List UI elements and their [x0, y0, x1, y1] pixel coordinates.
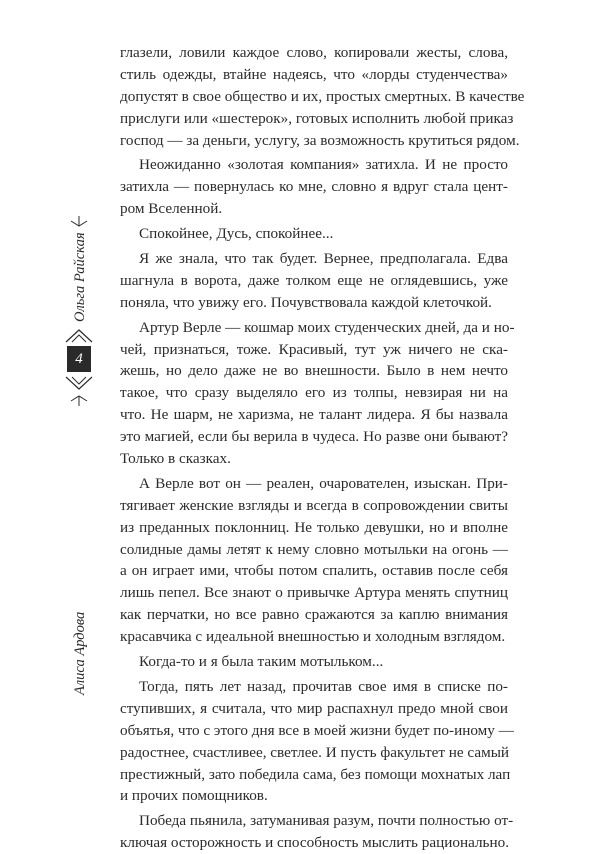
text-line: из преданных поклонниц. Не только девушки, но и вполне — [120, 518, 508, 536]
text-line: Артур Верле — кошмар моих студенческих дней, да и но- — [139, 318, 515, 336]
ornament-top-icon — [64, 328, 94, 344]
text-line: а он играет ими, чтобы потом спалить, оставив после себя — [120, 562, 508, 580]
text-line: шагнула в ворота, даже толком еще не оглядевшись, уже — [120, 271, 508, 289]
text-line: допустят в свое общество и их, простых смертных. В качестве — [120, 87, 525, 105]
text-line: что. Не шарм, не харизма, не талант лидера. Я бы назвала — [120, 406, 508, 424]
text-line: ром Вселенной. — [120, 200, 223, 218]
text-line: ключая осторожность и способность мыслить рационально. — [120, 834, 509, 852]
book-title: Ольга Райская — [71, 232, 88, 322]
text-line: красавчика с идеальной внешностью и холодным взглядом. — [120, 628, 506, 646]
ornament-title-icon — [66, 214, 92, 228]
text-line: поняла, что увижу его. Почувствовала каждой клеточкой. — [120, 293, 492, 311]
text-line: Только в сказках. — [120, 450, 231, 468]
text-line: как перчатки, но все равно сражаются за каплю внимания — [120, 606, 508, 624]
text-line: Когда-то и я была таким мотыльком... — [139, 653, 384, 671]
text-line: радостнее, счастливее, светлее. И пусть факультет не самый — [120, 743, 510, 761]
text-line: чей, признаться, тоже. Красивый, тут уж ничего не ска- — [120, 340, 508, 358]
text-line: объятья, что с этого дня все в моей жизни будет по-иному — — [120, 721, 514, 739]
text-line: Тогда, пять лет назад, прочитав свое имя в списке по- — [139, 677, 508, 695]
text-line: прислуги или «шестерок», готовых исполнить любой приказ — [120, 109, 514, 127]
text-line: стиль одежды, втайне надеясь, что «лорды студенчества» — [120, 65, 508, 83]
text-line: Спокойнее, Дусь, спокойнее... — [139, 225, 334, 243]
text-line: ступивших, я считала, что мир распахнул предо мной свои — [120, 699, 508, 717]
text-line: это магией, если бы верила в чудеса. Но разве они бывают? — [120, 428, 508, 446]
text-line: и прочих помощников. — [120, 787, 268, 805]
text-line: жешь, но дело даже не во внешности. Было в нем нечто — [120, 362, 508, 380]
text-line: Победа пьянила, затуманивая разум, почти полностью от- — [139, 812, 514, 830]
text-line: Неожиданно «золотая компания» затихла. И не просто — [139, 156, 508, 174]
text-line: солидные дамы летят к нему словно мотыльки на огонь — — [120, 540, 508, 558]
text-line: затихла — повернулась ко мне, словно я вдруг стала цент- — [120, 178, 508, 196]
text-line: лишь пепел. Все знают о привычке Артура менять спутниц — [120, 584, 508, 602]
text-line: тягивает женские взгляды и всегда в сопровождении свиты — [120, 496, 508, 514]
body-text — [120, 42, 525, 854]
text-line: престижный, зато победила сама, без помощи мохнатых лап — [120, 765, 511, 783]
ornament-author-icon — [66, 394, 92, 408]
text-line: Я же знала, что так будет. Вернее, предполагала. Едва — [139, 250, 508, 268]
text-line: такое, что сразу выделяло его из толпы, невзирая ни на — [120, 384, 508, 402]
author-name: Алиса Ардова — [71, 611, 88, 695]
text-line: господ — за деньги, услугу, за возможность крутиться рядом. — [120, 131, 520, 149]
ornament-bottom-icon — [64, 375, 94, 391]
text-line: А Верле вот он — реален, очарователен, изыскан. При- — [139, 474, 508, 492]
text-line: глазели, ловили каждое слово, копировали жесты, слова, — [120, 44, 508, 61]
page-number: 4 — [67, 346, 91, 372]
